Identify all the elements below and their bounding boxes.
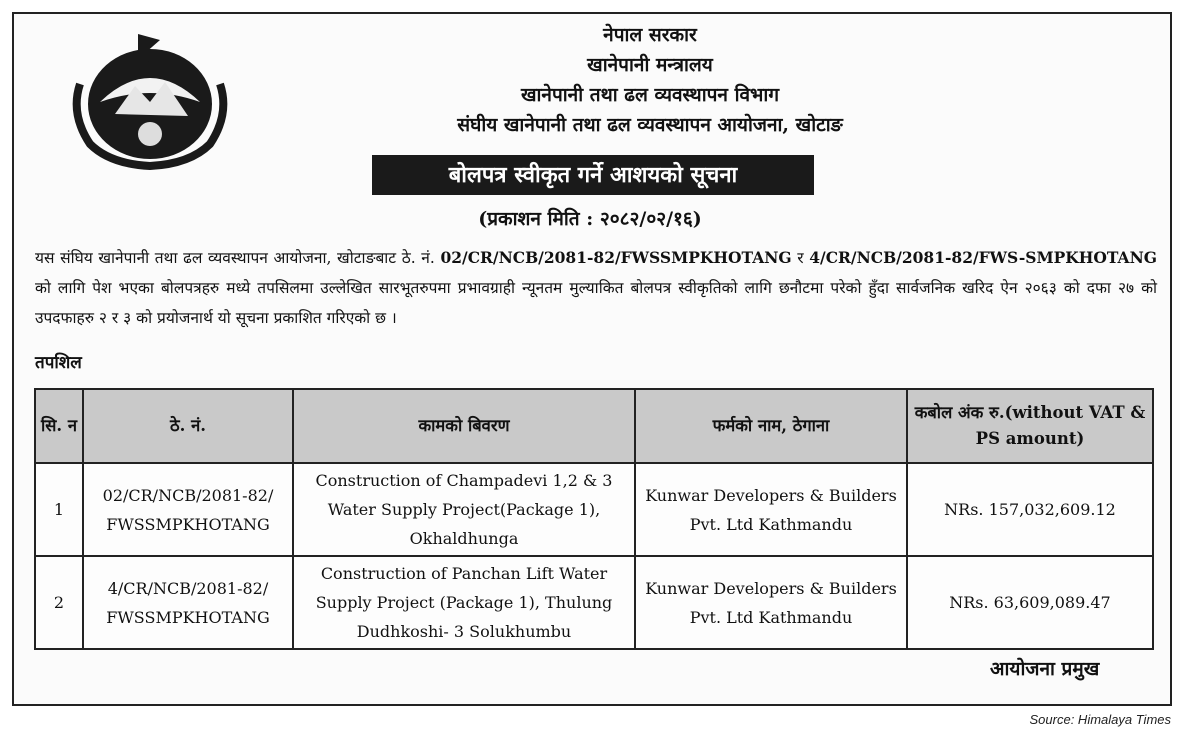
details-label: तपशिल [35, 353, 82, 373]
table-row [35, 556, 1153, 649]
body-part-2: र [791, 249, 810, 267]
publication-date: (प्रकाशन मिति : २०८२/०२/१६) [478, 208, 702, 230]
header-block [250, 20, 1050, 140]
table-header-row [35, 389, 1153, 463]
header-line-ministry: खानेपानी मन्त्रालय [587, 54, 713, 76]
source-credit: Source: Himalaya Times [1029, 712, 1171, 727]
contract-reference-1: 02/CR/NCB/2081-82/FWSSMPKHOTANG [440, 248, 792, 267]
cell-description: Construction of Champadevi 1,2 & 3 Water Supply Project(Package 1), Okhaldhunga [293, 463, 635, 556]
header-description: कामको बिवरण [293, 389, 635, 463]
header-serial: सि. न [35, 389, 83, 463]
notice-title: बोलपत्र स्वीकृत गर्ने आशयको सूचना [372, 155, 814, 195]
table-row [35, 463, 1153, 556]
header-amount: कबोल अंक रु.(without VAT & PS amount) [907, 389, 1153, 463]
notice-body [35, 243, 1157, 333]
body-part-3: को लागि पेश भएका बोलपत्रहरु मध्ये तपसिलमा उल्लेखित सारभूतरुपमा प्रभावग्राही न्यूनतम मुल्याकित बोलपत्र स्वीकृतिको लागि छनौटमा परेको हुँदा सार्वजनिक खरिद ऐन २०६३ को दफा २७ को उपदफाहरु २ र ३ को प्रयोजनार्थ यो सूचना प्रकाशित गरिएको छ । [35, 279, 1157, 327]
body-part-1: यस संघिय खानेपानी तथा ढल व्यवस्थापन आयोजना, खोटाङबाट ठे. नं. [35, 249, 441, 267]
cell-firm: Kunwar Developers & Builders Pvt. Ltd Kathmandu [635, 463, 907, 556]
header-line-department: खानेपानी तथा ढल व्यवस्थापन विभाग [520, 84, 780, 106]
cell-amount: NRs. 157,032,609.12 [907, 463, 1153, 556]
cell-contract-no: 02/CR/NCB/2081-82/ FWSSMPKHOTANG [83, 463, 293, 556]
cell-amount: NRs. 63,609,089.47 [907, 556, 1153, 649]
header-firm: फर्मको नाम, ठेगाना [635, 389, 907, 463]
header-contract-no: ठे. नं. [83, 389, 293, 463]
cell-firm: Kunwar Developers & Builders Pvt. Ltd Kathmandu [635, 556, 907, 649]
cell-serial: 1 [35, 463, 83, 556]
bid-details-table [34, 388, 1154, 650]
header-line-government: नेपाल सरकार [603, 24, 697, 46]
project-chief-signoff: आयोजना प्रमुख [990, 658, 1100, 680]
cell-contract-no: 4/CR/NCB/2081-82/ FWSSMPKHOTANG [83, 556, 293, 649]
header-line-project: संघीय खानेपानी तथा ढल व्यवस्थापन आयोजना, खोटाङ [457, 114, 843, 136]
cell-serial: 2 [35, 556, 83, 649]
contract-reference-2: 4/CR/NCB/2081-82/FWS-SMPKHOTANG [809, 248, 1157, 267]
cell-description: Construction of Panchan Lift Water Supply Project (Package 1), Thulung Dudhkoshi- 3 Solukhumbu [293, 556, 635, 649]
nepal-government-emblem-icon [60, 24, 240, 174]
